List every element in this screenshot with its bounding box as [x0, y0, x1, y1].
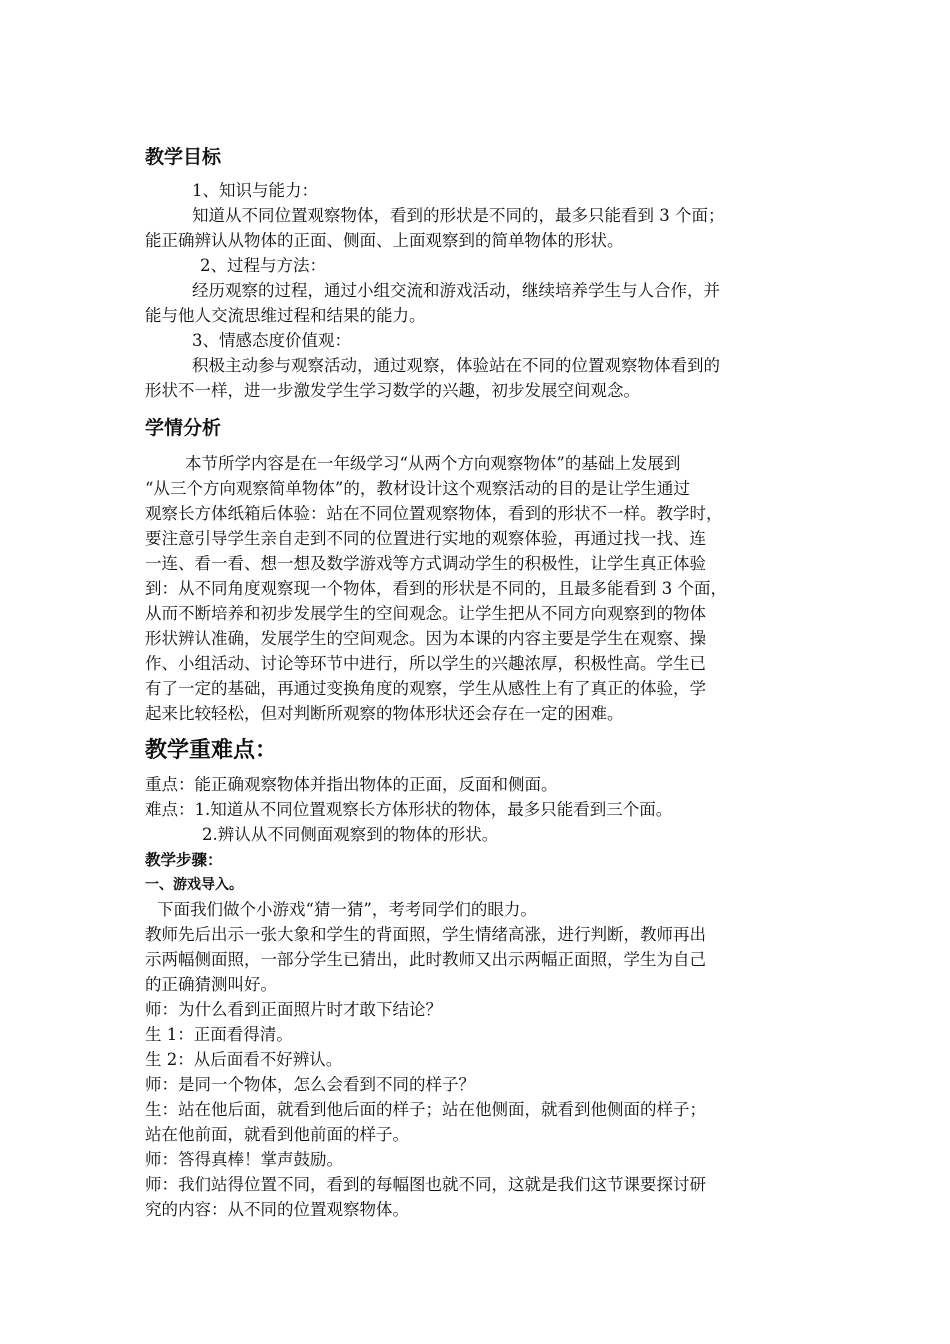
goals-heading: 教学目标 [145, 146, 222, 168]
difficult-point-1: 难点：1.知道从不同位置观察长方体形状的物体，最多只能看到三个面。 [145, 800, 673, 819]
goal2-line-2: 能与他人交流思维过程和结果的能力。 [145, 306, 426, 325]
goal3-line-2: 形状不一样，进一步激发学生学习数学的兴趣，初步发展空间观念。 [145, 381, 640, 400]
analysis-line: 有了一定的基础，再通过变换角度的观察，学生从感性上有了真正的体验，学 [145, 679, 706, 698]
analysis-line: 一连、看一看、想一想及数学游戏等方式调动学生的积极性，让学生真正体验 [145, 554, 706, 573]
steps-heading: 教学步骤： [145, 851, 223, 869]
step1-line: 教师先后出示一张大象和学生的背面照，学生情绪高涨，进行判断，教师再出 [145, 925, 706, 944]
step1-line: 下面我们做个小游戏“猜一猜”，考考同学们的眼力。 [157, 900, 537, 919]
goal1-line-1: 知道从不同位置观察物体，看到的形状是不同的，最多只能看到 3 个面； [192, 206, 725, 225]
goal2-label: 2、过程与方法： [200, 256, 326, 275]
goal1-label: 1、知识与能力： [192, 181, 318, 200]
analysis-line: 本节所学内容是在一年级学习“从两个方向观察物体”的基础上发展到 [185, 454, 681, 473]
step1-line: 师：是同一个物体，怎么会看到不同的样子？ [145, 1075, 475, 1094]
step1-line: 站在他前面，就看到他前面的样子。 [145, 1125, 409, 1144]
step1-line: 生 2：从后面看不好辨认。 [145, 1050, 343, 1069]
step1-content [145, 897, 810, 1222]
goal3-label: 3、情感态度价值观： [192, 331, 351, 350]
goal2-line-1: 经历观察的过程，通过小组交流和游戏活动，继续培养学生与人合作，并 [192, 281, 720, 300]
key-point: 重点：能正确观察物体并指出物体的正面，反面和侧面。 [145, 775, 558, 794]
analysis-line: 形状辨认准确，发展学生的空间观念。因为本课的内容主要是学生在观察、操 [145, 629, 706, 648]
step1-line: 生 1：正面看得清。 [145, 1025, 293, 1044]
analysis-line: 观察长方体纸箱后体验：站在不同位置观察物体，看到的形状不一样。教学时， [145, 504, 723, 523]
analysis-line: 从而不断培养和初步发展学生的空间观念。让学生把从不同方向观察到的物体 [145, 604, 706, 623]
step1-line: 究的内容：从不同的位置观察物体。 [145, 1200, 409, 1219]
step1-line: 师：我们站得位置不同，看到的每幅图也就不同，这就是我们这节课要探讨研 [145, 1175, 706, 1194]
analysis-line: 要注意引导学生亲自走到不同的位置进行实地的观察体验，再通过找一找、连 [145, 529, 706, 548]
analysis-line: 作、小组活动、讨论等环节中进行，所以学生的兴趣浓厚，积极性高。学生已 [145, 654, 706, 673]
step1-line: 师：答得真棒！掌声鼓励。 [145, 1150, 343, 1169]
step1-line: 师：为什么看到正面照片时才敢下结论？ [145, 1000, 442, 1019]
step1-line: 示两幅侧面照，一部分学生已猜出，此时教师又出示两幅正面照，学生为自己 [145, 950, 706, 969]
step1-line: 的正确猜测叫好。 [145, 975, 277, 994]
analysis-heading: 学情分析 [145, 417, 222, 439]
step1-heading: 一、游戏导入。 [145, 877, 243, 893]
document-page [145, 134, 810, 1222]
keypoints-heading: 教学重难点： [145, 738, 278, 763]
analysis-line: 起来比较轻松，但对判断所观察的物体形状还会存在一定的困难。 [145, 704, 624, 723]
difficult-point-2: 2.辨认从不同侧面观察到的物体的形状。 [202, 825, 499, 844]
analysis-line: “从三个方向观察简单物体”的，教材设计这个观察活动的目的是让学生通过 [145, 479, 690, 498]
goal3-line-1: 积极主动参与观察活动，通过观察，体验站在不同的位置观察物体看到的 [192, 356, 720, 375]
analysis-paragraph [145, 451, 810, 726]
step1-line: 生：站在他后面，就看到他后面的样子；站在他侧面，就看到他侧面的样子； [145, 1100, 706, 1119]
analysis-line: 到：从不同角度观察现一个物体，看到的形状是不同的，且最多能看到 3 个面， [145, 579, 727, 598]
goal1-line-2: 能正确辨认从物体的正面、侧面、上面观察到的简单物体的形状。 [145, 231, 624, 250]
